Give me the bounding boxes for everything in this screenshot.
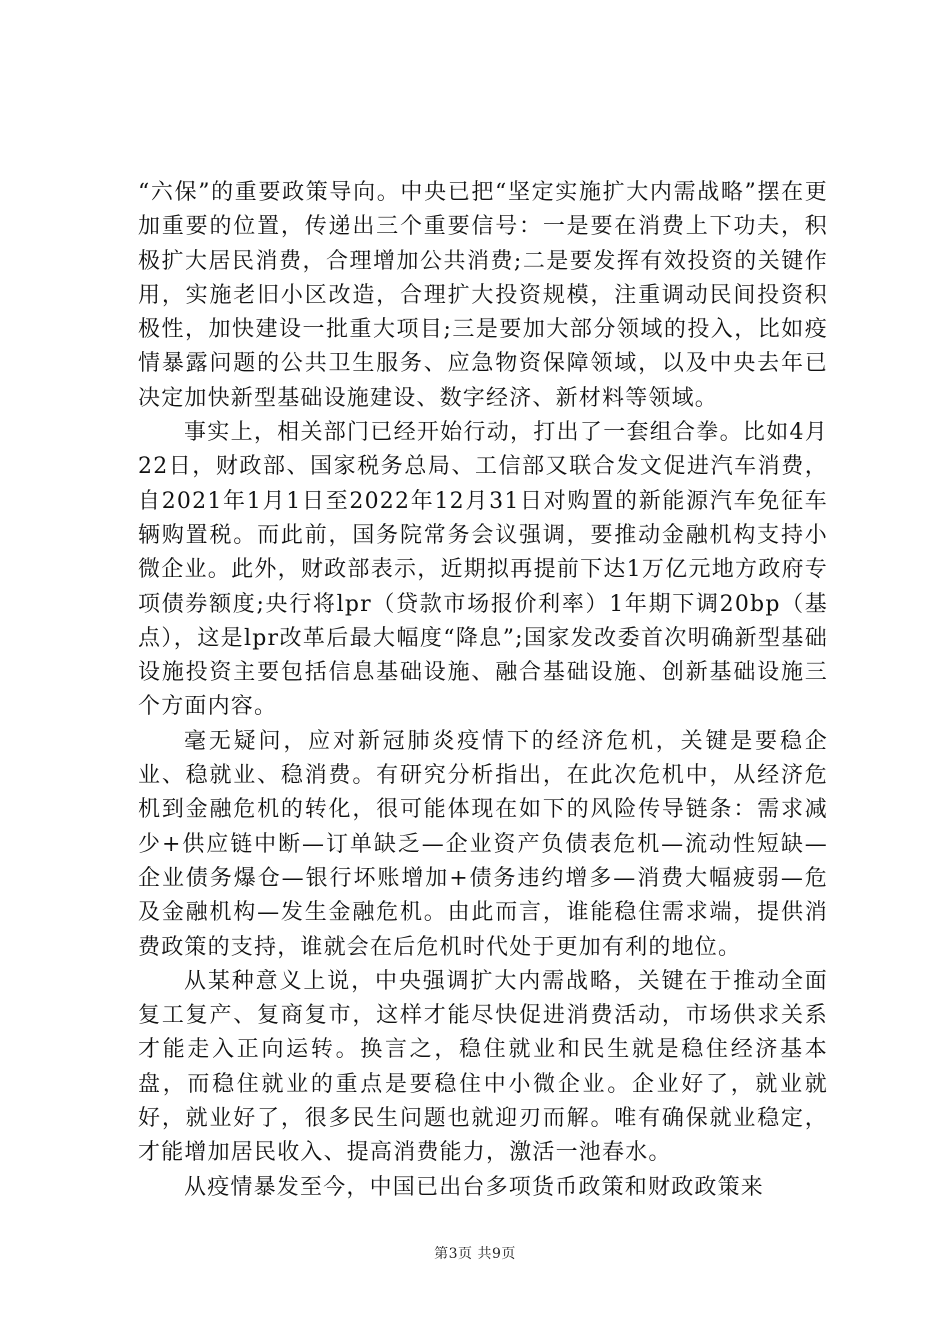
paragraph-4: 从某种意义上说，中央强调扩大内需战略，关键在于推动全面复工复产、复商复市，这样才能尽快促进消费活动，市场供求关系才能走入正向运转。换言之，稳住就业和民生就是稳住经济基本盘，而稳住就业的重点是要稳住中小微企业。企业好了，就业就好，就业好了，很多民生问题也就迎刃而解。唯有确保就业稳定，才能增加居民收入、提高消费能力，激活一池春水。 bbox=[138, 968, 828, 1166]
document-body bbox=[138, 176, 828, 1205]
page-number-footer: 第3页 共9页 bbox=[434, 1246, 516, 1262]
paragraph-2: 事实上，相关部门已经开始行动，打出了一套组合拳。比如4月22日，财政部、国家税务总局、工信部又联合发文促进汽车消费，自2021年1月1日至2022年12月31日对购置的新能源汽车免征车辆购置税。而此前，国务院常务会议强调，要推动金融机构支持小微企业。此外，财政部表示，近期拟再提前下达1万亿元地方政府专项债券额度;央行将lpr（贷款市场报价利率）1年期下调20bp（基点），这是lpr改革后最大幅度“降息”;国家发改委首次明确新型基础设施投资主要包括信息基础设施、融合基础设施、创新基础设施三个方面内容。 bbox=[138, 420, 828, 720]
paragraph-3: 毫无疑问，应对新冠肺炎疫情下的经济危机，关键是要稳企业、稳就业、稳消费。有研究分析指出，在此次危机中，从经济危机到金融危机的转化，很可能体现在如下的风险传导链条：需求减少+供应链中断—订单缺乏—企业资产负债表危机—流动性短缺—企业债务爆仓—银行坏账增加+债务违约增多—消费大幅疲弱—危及金融机构—发生金融危机。由此而言，谁能稳住需求端，提供消费政策的支持，谁就会在后危机时代处于更加有利的地位。 bbox=[138, 728, 828, 960]
paragraph-5: 从疫情暴发至今，中国已出台多项货币政策和财政政策来 bbox=[184, 1174, 765, 1200]
paragraph-1: “六保”的重要政策导向。中央已把“坚定实施扩大内需战略”摆在更加重要的位置，传递出三个重要信号：一是要在消费上下功夫，积极扩大居民消费，合理增加公共消费;二是要发挥有效投资的关键作用，实施老旧小区改造，合理扩大投资规模，注重调动民间投资积极性，加快建设一批重大项目;三是要加大部分领域的投入，比如疫情暴露问题的公共卫生服务、应急物资保障领域，以及中央去年已决定加快新型基础设施建设、数字经济、新材料等领域。 bbox=[138, 180, 828, 411]
